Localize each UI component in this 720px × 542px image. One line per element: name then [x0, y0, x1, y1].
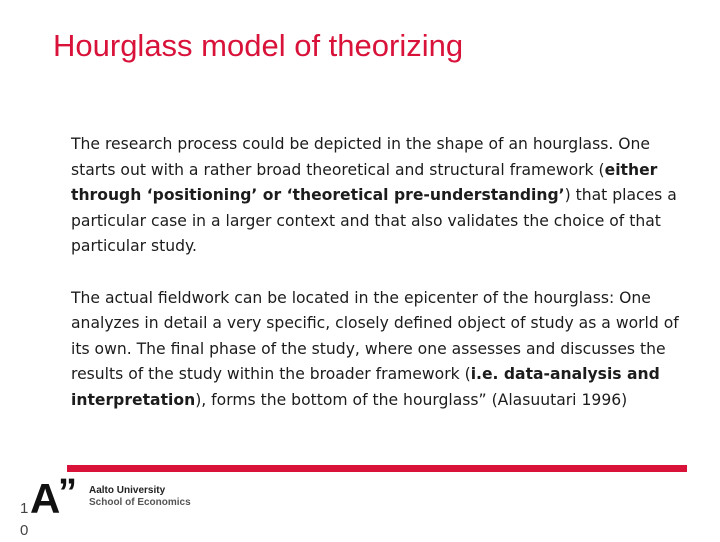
- aalto-quote-icon: ”: [58, 472, 77, 514]
- p2-text-a: The actual fieldwork can be located in the epicenter of the hourglass: One analyzes in detail a very specific, closely defined object of study as a world of its own. The final phase of the study, where one assesses and discusses the results of the study within the broader framework (: [71, 288, 679, 383]
- slide-title: Hourglass model of theorizing: [53, 28, 464, 63]
- logo-university: Aalto University: [89, 485, 166, 496]
- p2-bold: i.e. data-analysis and interpretation: [71, 365, 660, 409]
- logo-text: [89, 485, 191, 509]
- footer-divider: [67, 465, 687, 472]
- logo-school: School of Economics: [89, 497, 191, 508]
- paragraph-1: [71, 132, 681, 260]
- slide-body: [71, 132, 681, 413]
- page-number: 10: [20, 500, 29, 539]
- p2-text-c: ), forms the bottom of the hourglass” (Alasuutari 1996): [195, 390, 628, 409]
- paragraph-2: [71, 286, 681, 414]
- p1-text-a: The research process could be depicted in the shape of an hourglass. One starts out with a rather broad theoretical and structural framework (: [71, 135, 651, 179]
- p1-text-c: ) that places a particular case in a larger context and that also validates the choice of that particular study.: [71, 186, 677, 255]
- p1-bold: either through ‘positioning’ or ‘theoretical pre-understanding’: [71, 160, 658, 204]
- aalto-logo-icon: A: [30, 475, 61, 522]
